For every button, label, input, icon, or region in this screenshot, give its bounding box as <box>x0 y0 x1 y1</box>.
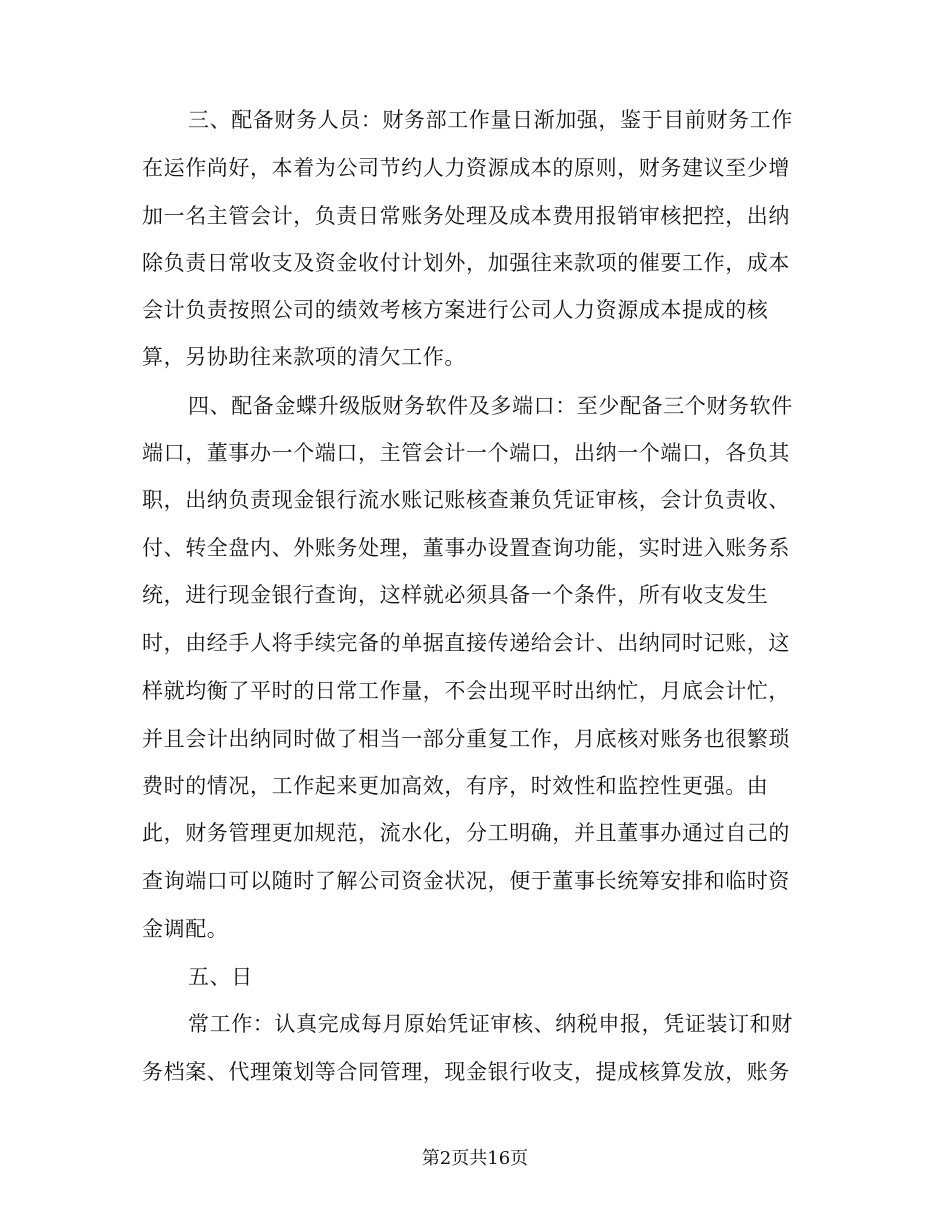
paragraph-4-line-1: 四、配备金蝶升级版财务软件及多端口：至少配备三个财务软件 <box>188 394 793 418</box>
paragraph-3-line-4: 除负责日常收支及资金收付计划外，加强往来款项的催要工作，成本 <box>142 251 790 275</box>
paragraph-4-line-5: 统，进行现金银行查询，这样就必须具备一个条件，所有收支发生 <box>142 583 769 607</box>
paragraph-4-line-11: 查询端口可以随时了解公司资金状况，便于董事长统筹安排和临时资 <box>142 869 790 893</box>
paragraph-4-line-8: 并且会计出纳同时做了相当一部分重复工作，月底核对账务也很繁琐 <box>142 727 790 751</box>
paragraph-4-line-4: 付、转全盘内、外账务处理，董事办设置查询功能，实时进入账务系 <box>142 536 790 560</box>
paragraph-3-line-3: 加一名主管会计，负责日常账务处理及成本费用报销审核把控，出纳 <box>142 204 790 228</box>
paragraph-5-line-1: 常工作：认真完成每月原始凭证审核、纳税申报，凭证装订和财 <box>188 1012 793 1036</box>
paragraph-3-line-5: 会计负责按照公司的绩效考核方案进行公司人力资源成本提成的核 <box>142 298 769 322</box>
paragraph-3-line-6: 算，另协助往来款项的清欠工作。 <box>142 345 466 369</box>
paragraph-4-line-12: 金调配。 <box>142 917 229 941</box>
paragraph-4-line-3: 职，出纳负责现金银行流水账记账核查兼负凭证审核，会计负责收、 <box>142 488 790 512</box>
paragraph-4-line-7: 样就均衡了平时的日常工作量，不会出现平时出纳忙，月底会计忙， <box>142 679 790 703</box>
paragraph-4-line-10: 此，财务管理更加规范，流水化，分工明确，并且董事办通过自己的 <box>142 821 790 845</box>
paragraph-4-line-6: 时，由经手人将手续完备的单据直接传递给会计、出纳同时记账，这 <box>142 631 790 655</box>
paragraph-3-line-1: 三、配备财务人员：财务部工作量日渐加强，鉴于目前财务工作 <box>188 108 793 132</box>
paragraph-4-line-2: 端口，董事办一个端口，主管会计一个端口，出纳一个端口，各负其 <box>142 441 790 465</box>
paragraph-4-line-9: 费时的情况，工作起来更加高效，有序，时效性和监控性更强。由 <box>142 774 769 798</box>
paragraph-5-line-2: 务档案、代理策划等合同管理，现金银行收支，提成核算发放，账务 <box>142 1060 790 1084</box>
page-number-footer: 第2页共16页 <box>421 1148 529 1169</box>
paragraph-5-heading: 五、日 <box>188 965 253 989</box>
paragraph-3-line-2: 在运作尚好，本着为公司节约人力资源成本的原则，财务建议至少增 <box>142 156 790 180</box>
